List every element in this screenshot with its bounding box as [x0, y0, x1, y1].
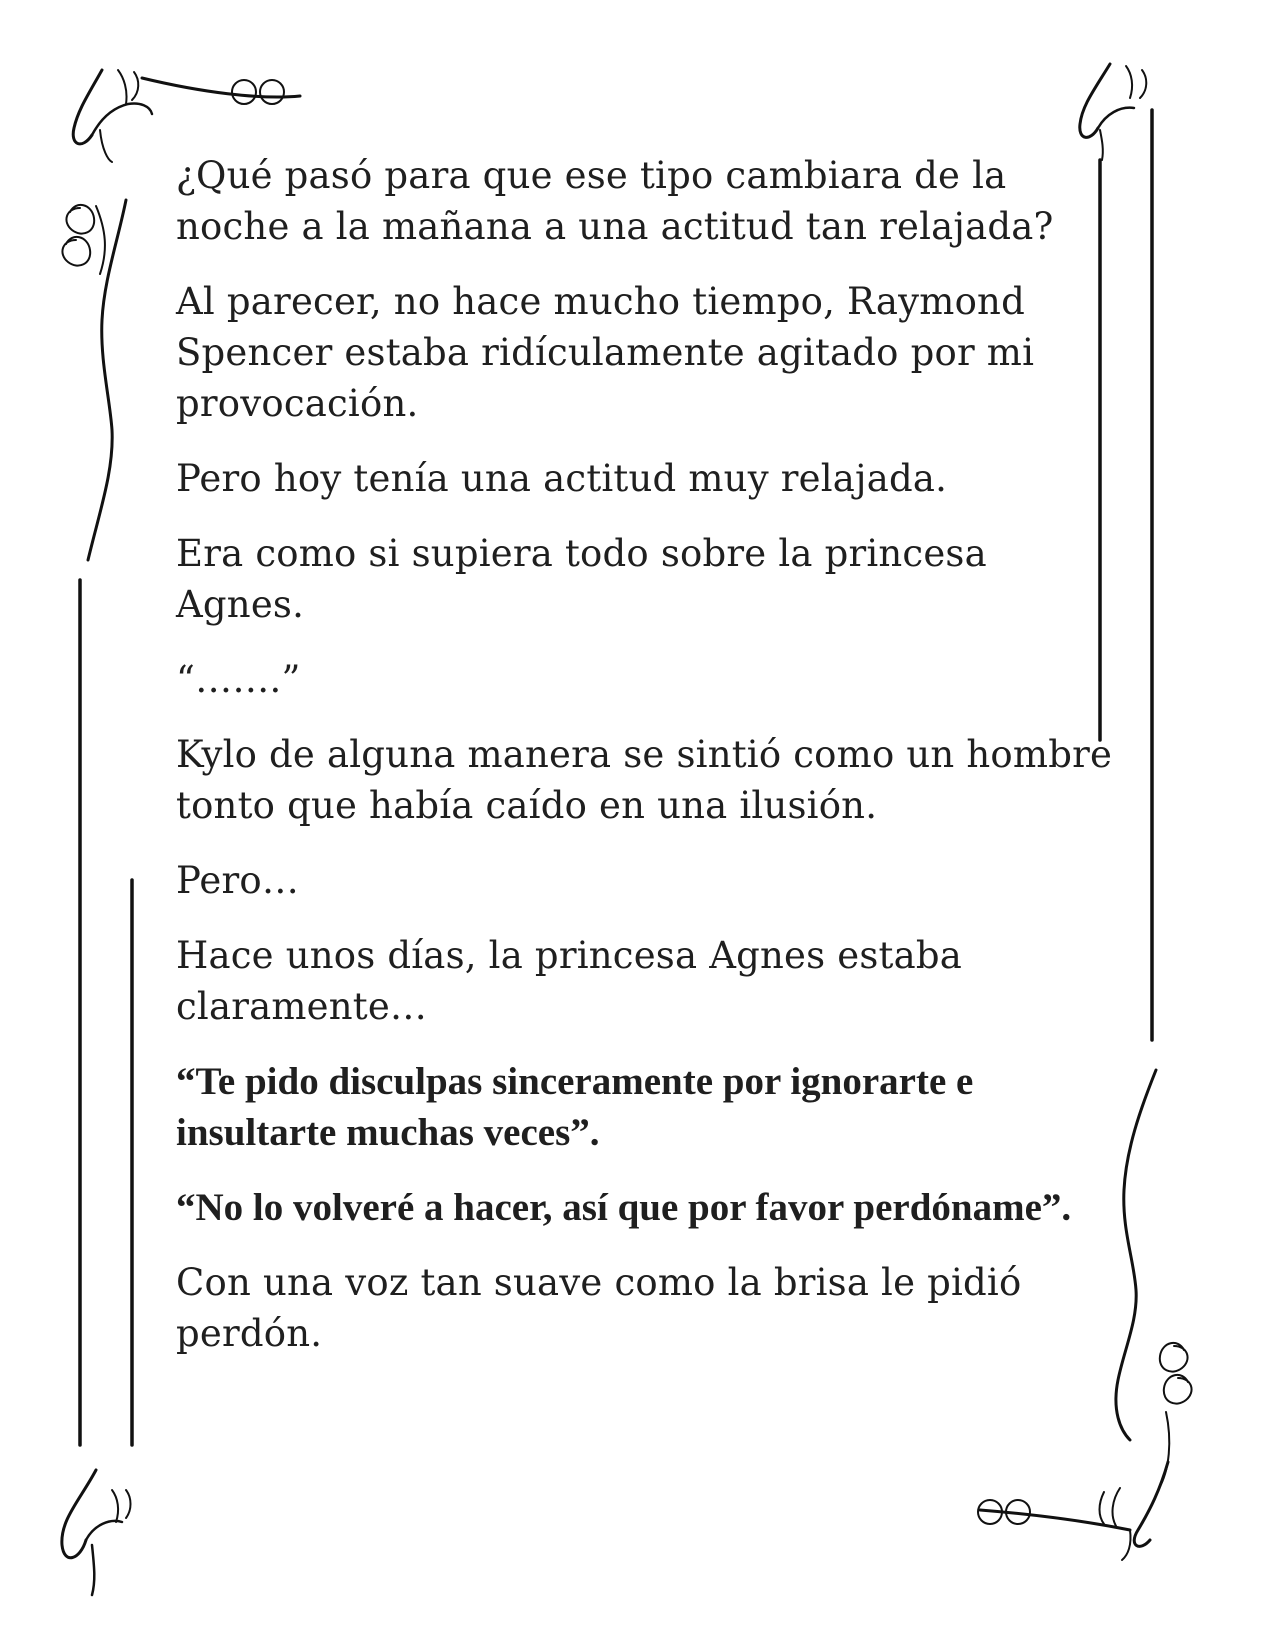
bottom-left-flourish-ornament	[62, 1470, 131, 1595]
narrative-paragraph: Al parecer, no hace mucho tiempo, Raymond Spencer estaba ridículamente agitado por mi provocación.	[176, 280, 1035, 425]
dialogue-paragraph: “No lo volveré a hacer, así que por favor perdóname”.	[176, 1186, 1072, 1229]
narrative-paragraph: Pero hoy tenía una actitud muy relajada.	[176, 457, 948, 500]
top-right-flourish-ornament	[1080, 64, 1146, 160]
narrative-paragraph: “…….”	[176, 658, 301, 701]
narrative-paragraph: Era como si supiera todo sobre la princesa Agnes.	[176, 532, 987, 626]
narrative-paragraph: Con una voz tan suave como la brisa le pidió perdón.	[176, 1261, 1022, 1355]
dialogue-paragraph: “Te pido disculpas sinceramente por ignorarte e insultarte muchas veces”.	[176, 1060, 974, 1154]
narrative-paragraph: Kylo de alguna manera se sintió como un hombre tonto que había caído en una ilusión.	[176, 733, 1113, 827]
narrative-paragraph: ¿Qué pasó para que ese tipo cambiara de la noche a la mañana a una actitud tan relajada?	[176, 154, 1054, 248]
story-text	[176, 150, 1116, 1383]
narrative-paragraph: Hace unos días, la princesa Agnes estaba claramente…	[176, 934, 963, 1028]
narrative-paragraph: Pero…	[176, 859, 300, 902]
